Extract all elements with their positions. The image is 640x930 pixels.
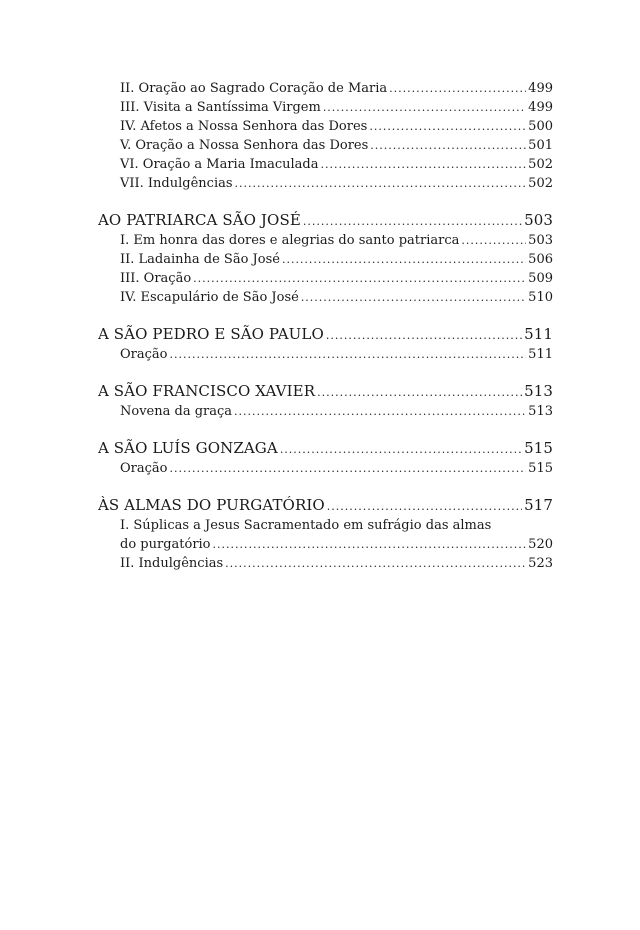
toc-entry-page: 520 — [528, 537, 553, 552]
dot-leader — [213, 535, 527, 554]
toc-heading-label: ÀS ALMAS DO PURGATÓRIO — [98, 496, 325, 514]
section-gap — [98, 364, 553, 381]
toc-section-heading[interactable] — [98, 324, 553, 345]
toc-section-almas-do-purgatorio — [98, 495, 553, 573]
toc-entry-label: III. Visita a Santíssima Virgem — [120, 100, 321, 115]
toc-entry-label: IV. Afetos a Nossa Senhora das Dores — [120, 119, 368, 134]
toc-entry[interactable] — [98, 250, 553, 269]
toc-entry-label: VII. Indulgências — [120, 176, 233, 191]
toc-entry-page: 500 — [528, 119, 553, 134]
toc-section-heading[interactable] — [98, 381, 553, 402]
toc-entry-page: 506 — [528, 252, 553, 267]
toc-entry-page: 513 — [528, 404, 553, 419]
toc-entry-page: 511 — [528, 347, 553, 362]
dot-leader — [320, 155, 526, 174]
toc-entry-label: IV. Escapulário de São José — [120, 290, 299, 305]
toc-heading-label: A SÃO PEDRO E SÃO PAULO — [98, 325, 324, 343]
toc-entry[interactable] — [98, 136, 553, 155]
toc-entry-label: VI. Oração a Maria Imaculada — [120, 157, 319, 172]
toc-entry[interactable] — [98, 269, 553, 288]
toc-heading-label: A SÃO FRANCISCO XAVIER — [98, 382, 316, 400]
toc-entry-label: V. Oração a Nossa Senhora das Dores — [120, 138, 369, 153]
toc-entry[interactable] — [98, 174, 553, 193]
toc-entry-label: Oração — [120, 461, 168, 476]
toc-entry[interactable] — [98, 155, 553, 174]
toc-heading-page: 517 — [524, 496, 553, 514]
section-gap — [98, 193, 553, 210]
toc-entry-page: 523 — [528, 556, 553, 571]
toc-entry-first-line: I. Súplicas a Jesus Sacramentado em sufrágio das almas — [120, 518, 492, 533]
dot-leader — [303, 211, 522, 231]
toc-section-sao-jose — [98, 210, 553, 307]
toc-entry-label: III. Oração — [120, 271, 192, 286]
toc-entry-page: 501 — [528, 138, 553, 153]
toc-heading-page: 515 — [524, 439, 553, 457]
toc-entry-page: 509 — [528, 271, 553, 286]
toc-entry-page: 510 — [528, 290, 553, 305]
dot-leader — [234, 402, 526, 421]
dot-leader — [282, 250, 526, 269]
section-gap — [98, 421, 553, 438]
toc-section-heading[interactable] — [98, 438, 553, 459]
dot-leader — [389, 79, 526, 98]
toc-entry[interactable] — [98, 79, 553, 98]
toc-entry-label: II. Ladainha de São José — [120, 252, 280, 267]
toc-entry-page: 499 — [528, 100, 553, 115]
toc-entry[interactable] — [98, 231, 553, 250]
toc-entry-label: II. Oração ao Sagrado Coração de Maria — [120, 81, 388, 96]
dot-leader — [301, 288, 526, 307]
toc-entry-label: do purgatório — [120, 537, 211, 552]
toc-entry-label: I. Em honra das dores e alegrias do santo patriarca — [120, 233, 460, 248]
toc-section-maria — [98, 79, 553, 193]
toc-entry[interactable] — [98, 459, 553, 478]
dot-leader — [225, 554, 526, 573]
section-gap — [98, 478, 553, 495]
toc-entry-label: II. Indulgências — [120, 556, 224, 571]
dot-leader — [317, 382, 522, 402]
toc-entry[interactable] — [98, 98, 553, 117]
table-of-contents — [98, 79, 553, 573]
dot-leader — [169, 345, 526, 364]
toc-entry[interactable] — [98, 345, 553, 364]
toc-heading-label: A SÃO LUÍS GONZAGA — [98, 439, 278, 457]
toc-heading-page: 511 — [524, 325, 553, 343]
dot-leader — [280, 439, 522, 459]
dot-leader — [370, 136, 526, 155]
toc-entry[interactable] — [98, 288, 553, 307]
dot-leader — [327, 496, 522, 516]
toc-section-heading[interactable] — [98, 210, 553, 231]
toc-entry[interactable] — [98, 554, 553, 573]
toc-entry-page: 502 — [528, 176, 553, 191]
dot-leader — [461, 231, 526, 250]
dot-leader — [193, 269, 526, 288]
toc-section-sao-pedro-sao-paulo — [98, 324, 553, 364]
toc-entry-page: 515 — [528, 461, 553, 476]
toc-section-sao-francisco-xavier — [98, 381, 553, 421]
dot-leader — [235, 174, 527, 193]
toc-entry-page: 503 — [528, 233, 553, 248]
toc-heading-page: 513 — [524, 382, 553, 400]
dot-leader — [369, 117, 526, 136]
toc-entry-page: 502 — [528, 157, 553, 172]
toc-section-sao-luis-gonzaga — [98, 438, 553, 478]
dot-leader — [326, 325, 522, 345]
toc-entry[interactable] — [98, 117, 553, 136]
section-gap — [98, 307, 553, 324]
toc-entry-page: 499 — [528, 81, 553, 96]
toc-section-heading[interactable] — [98, 495, 553, 516]
toc-entry[interactable] — [98, 402, 553, 421]
toc-heading-label: AO PATRIARCA SÃO JOSÉ — [98, 211, 301, 229]
toc-entry[interactable] — [98, 535, 553, 554]
toc-entry-label: Oração — [120, 347, 168, 362]
toc-heading-page: 503 — [524, 211, 553, 229]
toc-entry-label: Novena da graça — [120, 404, 233, 419]
dot-leader — [169, 459, 526, 478]
dot-leader — [323, 98, 526, 117]
